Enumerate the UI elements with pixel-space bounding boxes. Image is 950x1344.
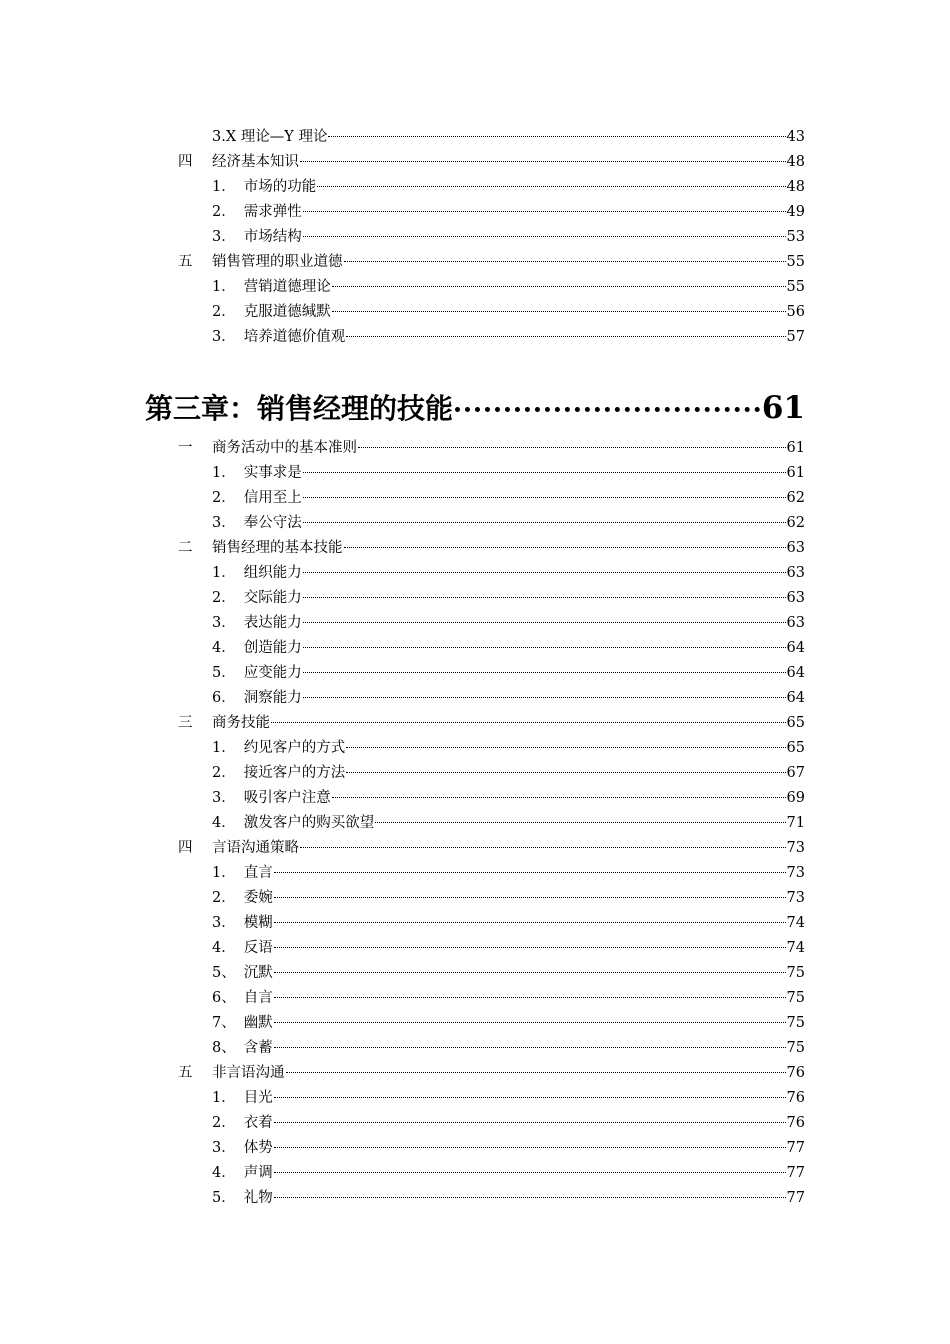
entry-title: 销售经理的基本技能 xyxy=(212,540,343,556)
entry-number: 6、 xyxy=(212,990,236,1006)
entry-title: 衣着 xyxy=(243,1115,273,1131)
toc-subsection-entry[interactable] xyxy=(212,886,805,911)
entry-number: 五 xyxy=(178,254,193,270)
toc-subsection-entry[interactable] xyxy=(212,611,805,636)
entry-title: 商务技能 xyxy=(212,715,270,731)
toc-subsection-entry[interactable] xyxy=(212,300,805,325)
entry-title: 激发客户的购买欲望 xyxy=(243,815,375,831)
entry-title: 克服道德缄默 xyxy=(243,304,331,320)
dot-leader xyxy=(328,135,785,137)
chapter-heading[interactable] xyxy=(145,380,805,436)
toc-subsection-entry[interactable] xyxy=(212,661,805,686)
entry-number: 5． xyxy=(212,1190,236,1206)
toc-subsection-entry[interactable] xyxy=(212,1036,805,1061)
entry-page-number: 65 xyxy=(786,715,805,731)
entry-number: 2． xyxy=(212,304,236,320)
dot-leader xyxy=(375,821,785,823)
toc-section-before xyxy=(0,125,950,350)
toc-subsection-entry[interactable] xyxy=(212,511,805,536)
entry-number: 3． xyxy=(212,615,236,631)
toc-section-entry[interactable] xyxy=(178,536,805,561)
dot-leader xyxy=(332,285,786,287)
entry-number: 1． xyxy=(212,465,236,481)
dot-leader xyxy=(274,921,786,923)
entry-title: 培养道德价值观 xyxy=(243,329,346,345)
entry-title: 礼物 xyxy=(243,1190,273,1206)
entry-number: 1． xyxy=(212,565,236,581)
entry-page-number: 77 xyxy=(786,1140,805,1156)
dot-leader xyxy=(274,946,786,948)
dot-leader xyxy=(274,896,786,898)
dot-leader xyxy=(286,1071,786,1073)
entry-title: 市场结构 xyxy=(243,229,302,245)
entry-number: 5． xyxy=(212,665,236,681)
entry-title: 非言语沟通 xyxy=(212,1065,285,1081)
dot-leader xyxy=(455,406,760,412)
entry-number: 1． xyxy=(212,740,236,756)
entry-title: 自言 xyxy=(243,990,273,1006)
entry-title: 信用至上 xyxy=(243,490,302,506)
entry-number: 二 xyxy=(178,540,193,556)
entry-number: 1． xyxy=(212,1090,236,1106)
toc-subsection-entry[interactable] xyxy=(212,1086,805,1111)
toc-subsection-entry[interactable] xyxy=(212,461,805,486)
dot-leader xyxy=(317,185,785,187)
entry-title: 直言 xyxy=(243,865,273,881)
entry-title: 约见客户的方式 xyxy=(243,740,346,756)
entry-page-number: 77 xyxy=(786,1190,805,1206)
entry-number: 8、 xyxy=(212,1040,236,1056)
toc-section-entry[interactable] xyxy=(178,1061,805,1086)
dot-leader xyxy=(274,1146,786,1148)
entry-title: 表达能力 xyxy=(243,615,302,631)
entry-page-number: 49 xyxy=(786,204,805,220)
entry-page-number: 76 xyxy=(786,1090,805,1106)
entry-page-number: 62 xyxy=(786,515,805,531)
entry-number: 2． xyxy=(212,890,236,906)
dot-leader xyxy=(274,1021,786,1023)
dot-leader xyxy=(274,1096,786,1098)
entry-title: 洞察能力 xyxy=(243,690,302,706)
entry-number: 2． xyxy=(212,490,236,506)
toc-subsection-entry[interactable] xyxy=(212,1161,805,1186)
entry-title: 应变能力 xyxy=(243,665,302,681)
entry-title: 市场的功能 xyxy=(243,179,317,195)
dot-leader xyxy=(303,521,786,523)
entry-page-number: 77 xyxy=(786,1165,805,1181)
dot-leader xyxy=(274,996,786,998)
dot-leader xyxy=(332,796,786,798)
entry-page-number: 75 xyxy=(786,990,805,1006)
entry-number: 1． xyxy=(212,279,236,295)
entry-page-number: 64 xyxy=(786,690,805,706)
entry-page-number: 56 xyxy=(786,304,805,320)
dot-leader xyxy=(303,496,786,498)
dot-leader xyxy=(274,871,786,873)
entry-page-number: 55 xyxy=(786,279,805,295)
entry-page-number: 75 xyxy=(786,1040,805,1056)
entry-title: 吸引客户注意 xyxy=(243,790,331,806)
toc-section-entry[interactable] xyxy=(178,836,805,861)
entry-page-number: 55 xyxy=(786,254,805,270)
entry-number: 3． xyxy=(212,915,236,931)
entry-page-number: 63 xyxy=(786,590,805,606)
entry-number: 3． xyxy=(212,329,236,345)
entry-page-number: 75 xyxy=(786,965,805,981)
entry-page-number: 57 xyxy=(786,329,805,345)
entry-title: 创造能力 xyxy=(243,640,302,656)
chapter-title: 第三章：销售经理的技能 xyxy=(145,392,454,425)
entry-title: 3.X 理论—Y 理论 xyxy=(212,129,328,145)
entry-page-number: 76 xyxy=(786,1065,805,1081)
dot-leader xyxy=(303,235,786,237)
entry-page-number: 73 xyxy=(786,865,805,881)
dot-leader xyxy=(358,446,786,448)
entry-number: 4． xyxy=(212,640,236,656)
entry-page-number: 64 xyxy=(786,665,805,681)
entry-number: 4． xyxy=(212,815,236,831)
entry-number: 6． xyxy=(212,690,236,706)
entry-title: 幽默 xyxy=(243,1015,273,1031)
entry-page-number: 62 xyxy=(786,490,805,506)
entry-title: 含蓄 xyxy=(243,1040,273,1056)
dot-leader xyxy=(346,771,785,773)
entry-page-number: 71 xyxy=(786,815,805,831)
toc-subsection-entry[interactable] xyxy=(212,200,805,225)
toc-subsection-entry[interactable] xyxy=(212,325,805,350)
entry-number: 1． xyxy=(212,865,236,881)
toc-subsection-entry[interactable] xyxy=(212,936,805,961)
entry-page-number: 74 xyxy=(786,940,805,956)
entry-page-number: 43 xyxy=(786,129,805,145)
toc-subsection-entry[interactable] xyxy=(212,486,805,511)
entry-page-number: 65 xyxy=(786,740,805,756)
entry-page-number: 61 xyxy=(786,465,805,481)
entry-page-number: 69 xyxy=(786,790,805,806)
entry-number: 四 xyxy=(178,840,193,856)
toc-section-entry[interactable] xyxy=(178,150,805,175)
dot-leader xyxy=(344,546,786,548)
toc-subsection-entry[interactable] xyxy=(212,175,805,200)
entry-page-number: 63 xyxy=(786,565,805,581)
entry-number: 4． xyxy=(212,1165,236,1181)
dot-leader xyxy=(303,621,786,623)
entry-number: 3． xyxy=(212,515,236,531)
toc-subsection-entry[interactable] xyxy=(212,1186,805,1211)
toc-subsection-entry[interactable] xyxy=(212,561,805,586)
entry-title: 言语沟通策略 xyxy=(212,840,299,856)
entry-number: 4． xyxy=(212,940,236,956)
dot-leader xyxy=(344,260,786,262)
dot-leader xyxy=(274,1171,786,1173)
entry-title: 目光 xyxy=(243,1090,273,1106)
dot-leader xyxy=(300,846,786,848)
entry-number: 1． xyxy=(212,179,236,195)
entry-number: 四 xyxy=(178,154,193,170)
toc-subsection-entry[interactable] xyxy=(212,911,805,936)
dot-leader xyxy=(271,721,786,723)
entry-title: 奉公守法 xyxy=(243,515,302,531)
entry-title: 销售管理的职业道德 xyxy=(212,254,343,270)
entry-title: 组织能力 xyxy=(243,565,302,581)
entry-title: 交际能力 xyxy=(243,590,302,606)
toc-subsection-entry[interactable] xyxy=(212,686,805,711)
entry-number: 2． xyxy=(212,590,236,606)
dot-leader xyxy=(303,671,786,673)
entry-number: 五 xyxy=(178,1065,193,1081)
entry-page-number: 61 xyxy=(786,440,805,456)
entry-title: 模糊 xyxy=(243,915,273,931)
toc-subsection-entry[interactable] xyxy=(212,861,805,886)
toc-subsection-entry[interactable] xyxy=(212,811,805,836)
chapter-page-number: 61 xyxy=(761,390,805,426)
table-of-contents xyxy=(0,125,950,1211)
toc-section-entry[interactable] xyxy=(178,436,805,461)
entry-number: 3． xyxy=(212,229,236,245)
entry-title: 营销道德理论 xyxy=(243,279,331,295)
dot-leader xyxy=(303,646,786,648)
toc-subsection-entry[interactable] xyxy=(212,1011,805,1036)
dot-leader xyxy=(303,571,786,573)
entry-number: 2． xyxy=(212,765,236,781)
entry-number: 2． xyxy=(212,1115,236,1131)
entry-number: 7、 xyxy=(212,1015,236,1031)
entry-title: 反语 xyxy=(243,940,273,956)
dot-leader xyxy=(274,971,786,973)
entry-page-number: 48 xyxy=(786,179,805,195)
entry-page-number: 67 xyxy=(786,765,805,781)
dot-leader xyxy=(303,471,786,473)
toc-subsection-entry[interactable] xyxy=(212,736,805,761)
entry-page-number: 63 xyxy=(786,540,805,556)
dot-leader xyxy=(274,1046,786,1048)
dot-leader xyxy=(303,696,786,698)
dot-leader xyxy=(274,1196,786,1198)
entry-page-number: 75 xyxy=(786,1015,805,1031)
entry-page-number: 63 xyxy=(786,615,805,631)
entry-title: 声调 xyxy=(243,1165,273,1181)
entry-number: 3． xyxy=(212,790,236,806)
entry-title: 接近客户的方法 xyxy=(243,765,346,781)
toc-subsection-entry[interactable] xyxy=(212,586,805,611)
dot-leader xyxy=(274,1121,786,1123)
entry-title: 需求弹性 xyxy=(243,204,302,220)
dot-leader xyxy=(303,210,786,212)
entry-number: 2． xyxy=(212,204,236,220)
toc-section-after xyxy=(0,436,950,1211)
entry-title: 委婉 xyxy=(243,890,273,906)
entry-title: 商务活动中的基本准则 xyxy=(212,440,357,456)
entry-page-number: 74 xyxy=(786,915,805,931)
entry-page-number: 48 xyxy=(786,154,805,170)
dot-leader xyxy=(346,335,785,337)
dot-leader xyxy=(303,596,786,598)
dot-leader xyxy=(332,310,786,312)
entry-title: 沉默 xyxy=(243,965,273,981)
toc-section-entry[interactable] xyxy=(178,711,805,736)
toc-subsection-entry[interactable] xyxy=(212,961,805,986)
entry-title: 经济基本知识 xyxy=(212,154,299,170)
toc-subsection-entry[interactable] xyxy=(212,761,805,786)
entry-page-number: 64 xyxy=(786,640,805,656)
toc-subsection-entry[interactable] xyxy=(212,986,805,1011)
toc-subsection-entry[interactable] xyxy=(212,275,805,300)
entry-number: 5、 xyxy=(212,965,236,981)
entry-page-number: 73 xyxy=(786,890,805,906)
entry-page-number: 76 xyxy=(786,1115,805,1131)
entry-number: 三 xyxy=(178,715,193,731)
entry-title: 实事求是 xyxy=(243,465,302,481)
dot-leader xyxy=(300,160,786,162)
dot-leader xyxy=(346,746,785,748)
toc-subsection-entry[interactable] xyxy=(212,1136,805,1161)
toc-subsection-entry[interactable] xyxy=(212,225,805,250)
entry-page-number: 73 xyxy=(786,840,805,856)
toc-subsection-entry[interactable] xyxy=(212,1111,805,1136)
entry-page-number: 53 xyxy=(786,229,805,245)
toc-subsection-entry[interactable] xyxy=(212,125,805,150)
toc-section-entry[interactable] xyxy=(178,250,805,275)
toc-subsection-entry[interactable] xyxy=(212,786,805,811)
entry-title: 体势 xyxy=(243,1140,273,1156)
toc-subsection-entry[interactable] xyxy=(212,636,805,661)
entry-number: 3． xyxy=(212,1140,236,1156)
entry-number: 一 xyxy=(178,440,193,456)
